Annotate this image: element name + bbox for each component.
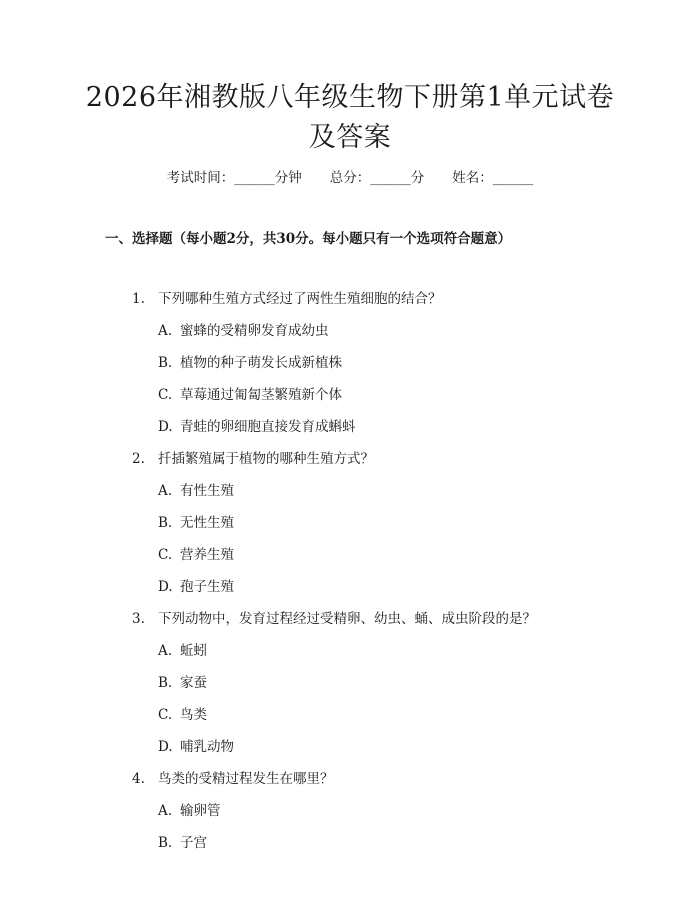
option-letter: A. [158,323,173,339]
question-2-option-c [158,545,234,565]
option-text: 哺乳动物 [180,739,234,755]
option-letter: B. [158,355,173,371]
option-text: 有性生殖 [180,483,234,499]
option-letter: A. [158,643,173,659]
question-1-option-a [158,321,329,341]
option-letter: D. [158,579,173,595]
question-text: 下列哪种生殖方式经过了两性生殖细胞的结合？ [158,291,442,307]
exam-info-row [0,168,700,188]
question-text: 扦插繁殖属于植物的哪种生殖方式？ [158,451,374,467]
option-text: 植物的种子萌发长成新植株 [180,355,342,371]
option-text: 蜜蜂的受精卵发育成幼虫 [180,323,329,339]
student-name-field: 姓名：______ [452,170,534,186]
option-letter: C. [158,707,173,723]
section-title-choice: 一、选择题（每小题2分，共30分。每小题只有一个选项符合题意） [105,231,512,247]
question-number: 3. [132,611,145,627]
option-letter: C. [158,387,173,403]
question-4 [132,769,334,789]
question-2-option-b [158,513,234,533]
question-4-option-a [158,801,221,821]
title-line-1: 2026年湘教版八年级生物下册第1单元试卷 [85,82,615,113]
question-2-option-a [158,481,234,501]
question-number: 4. [132,771,145,787]
option-text: 鸟类 [180,707,207,723]
title-line-2: 及答案 [308,122,392,153]
option-text: 蚯蚓 [180,643,207,659]
option-text: 输卵管 [180,803,221,819]
option-text: 无性生殖 [180,515,234,531]
question-1-option-d [158,417,356,437]
question-number: 2. [132,451,145,467]
option-text: 子宫 [180,835,207,851]
question-3-option-b [158,673,207,693]
option-letter: C. [158,547,173,563]
option-text: 孢子生殖 [180,579,234,595]
option-letter: A. [158,483,173,499]
question-text: 鸟类的受精过程发生在哪里？ [158,771,334,787]
option-letter: B. [158,835,173,851]
option-letter: A. [158,803,173,819]
option-letter: B. [158,675,173,691]
question-number: 1. [132,291,145,307]
option-text: 青蛙的卵细胞直接发育成蝌蚪 [180,419,356,435]
question-3 [132,609,536,629]
question-text: 下列动物中，发育过程经过受精卵、幼虫、蛹、成虫阶段的是？ [158,611,536,627]
option-text: 营养生殖 [180,547,234,563]
total-score-field: 总分：______分 [329,170,425,186]
question-1 [132,289,442,309]
question-2-option-d [158,577,234,597]
option-letter: B. [158,515,173,531]
option-text: 家蚕 [180,675,207,691]
option-letter: D. [158,419,173,435]
question-3-option-a [158,641,207,661]
question-3-option-d [158,737,234,757]
question-1-option-b [158,353,342,373]
exam-time-field: 考试时间：______分钟 [166,170,302,186]
exam-title [60,78,640,158]
question-1-option-c [158,385,342,405]
question-4-option-b [158,833,207,853]
option-text: 草莓通过匍匐茎繁殖新个体 [180,387,342,403]
question-2 [132,449,374,469]
option-letter: D. [158,739,173,755]
question-3-option-c [158,705,207,725]
